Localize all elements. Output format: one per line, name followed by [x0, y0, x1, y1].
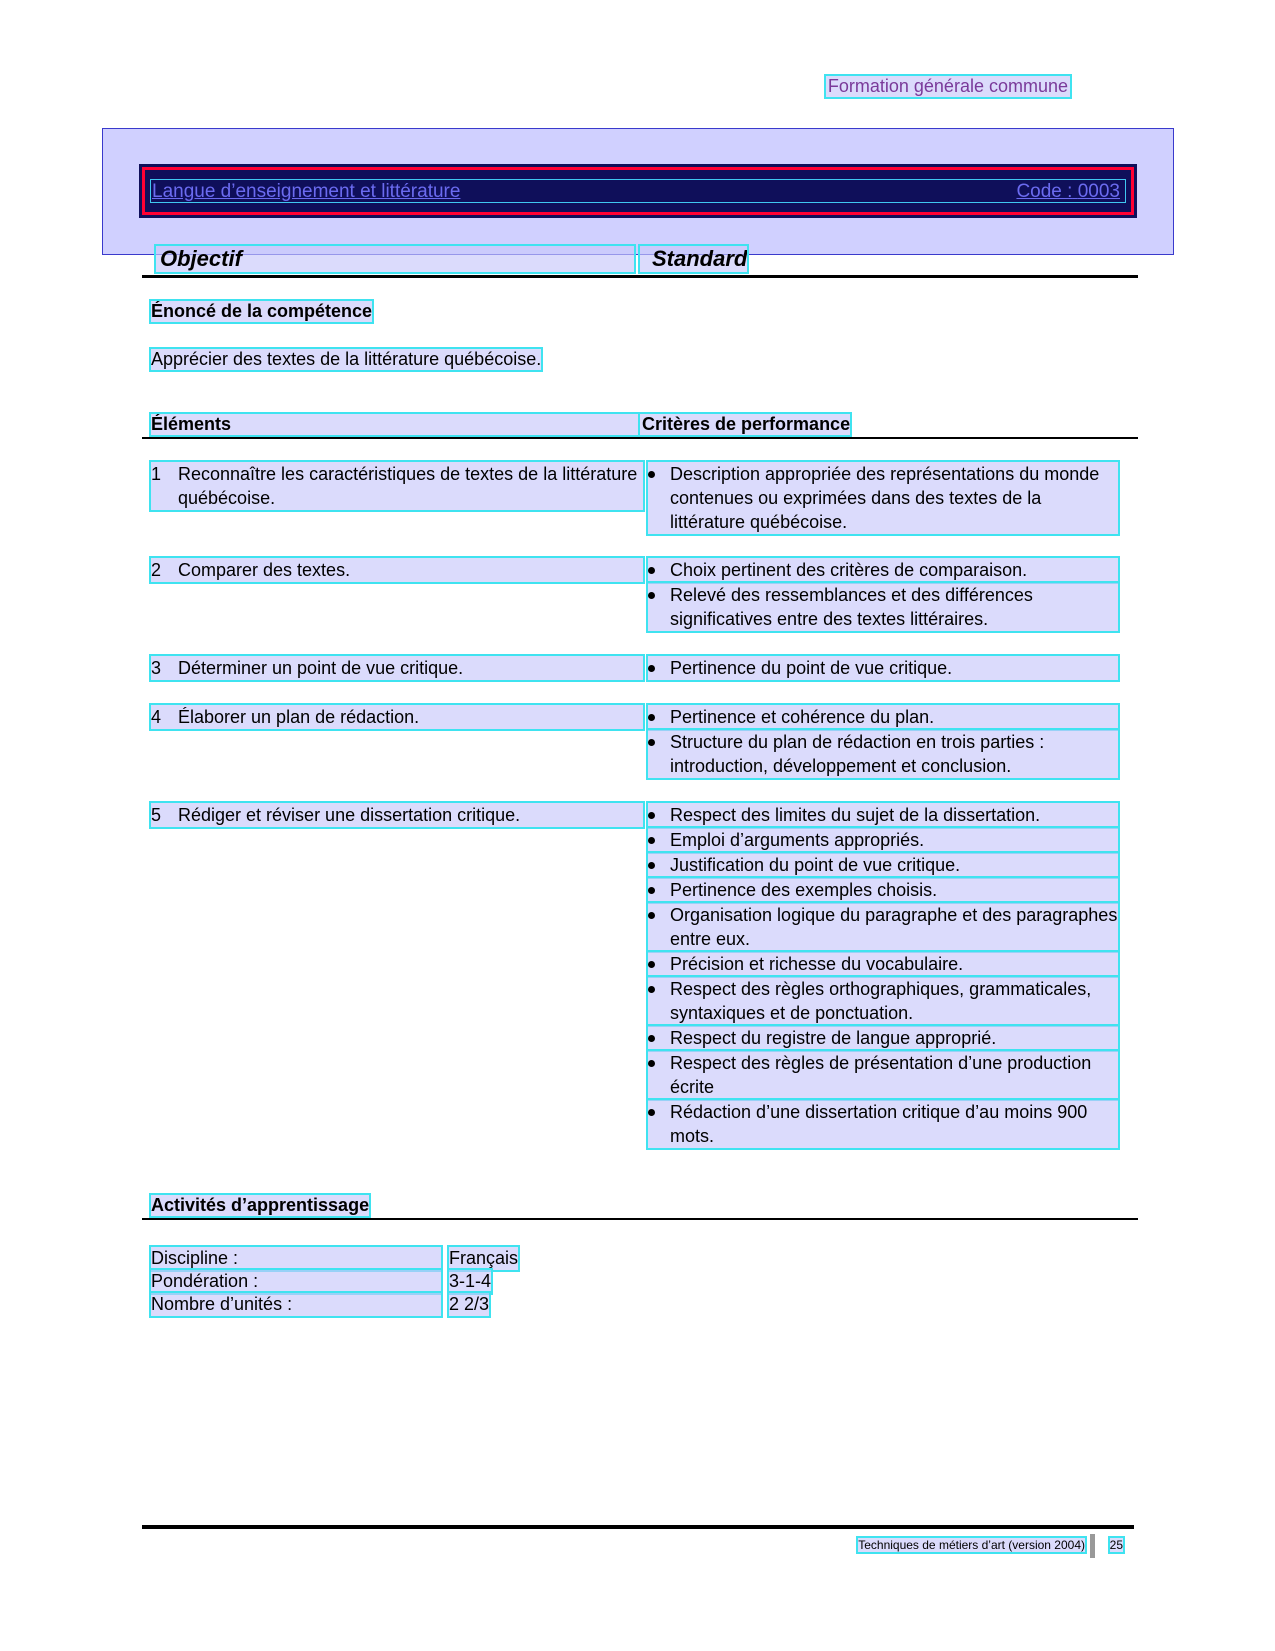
- element-number: 4: [151, 707, 162, 727]
- criterion-item: Organisation logique du paragraphe et des paragraphes entre eux.: [648, 903, 1118, 951]
- criterion-item: Emploi d’arguments appropriés.: [648, 828, 1118, 852]
- criterion-item: Relevé des ressemblances et des différences significatives entre des textes littéraires.: [648, 583, 1118, 631]
- criterion-item: Pertinence et cohérence du plan.: [648, 705, 1118, 729]
- criterion-item: Pertinence du point de vue critique.: [648, 656, 1118, 680]
- info-value: Français: [449, 1248, 519, 1268]
- footer-separator: [1090, 1534, 1095, 1558]
- activities-title: Activités d’apprentissage: [151, 1195, 370, 1215]
- element-number: 5: [151, 805, 162, 825]
- criterion-item: Description appropriée des représentations du monde contenues ou exprimées dans des textes de la littérature québécoise.: [648, 462, 1118, 534]
- footer-divider: [142, 1525, 1134, 1529]
- page-number: 25: [1109, 1538, 1123, 1552]
- criteria-list-4: [648, 705, 1118, 779]
- element-row-1: [151, 462, 643, 510]
- element-row-4: [151, 705, 643, 729]
- info-label: Pondération :: [151, 1270, 441, 1293]
- criterion-item: Respect des limites du sujet de la dissertation.: [648, 803, 1118, 827]
- standard-heading: Standard: [640, 246, 747, 272]
- divider-activities: [142, 1218, 1138, 1220]
- criteria-header: Critères de performance: [642, 414, 851, 434]
- code-value: 0003: [1077, 181, 1120, 202]
- elements-header: Éléments: [151, 414, 638, 435]
- divider-table: [142, 437, 1138, 439]
- info-row-units: [151, 1293, 490, 1316]
- element-number: 2: [151, 560, 162, 580]
- criterion-item: Respect des règles de présentation d’une production écrite: [648, 1051, 1118, 1099]
- element-text: Déterminer un point de vue critique.: [178, 658, 464, 678]
- criterion-item: Justification du point de vue critique.: [648, 853, 1118, 877]
- info-row-ponderation: [151, 1270, 492, 1293]
- criteria-list-2: [648, 558, 1118, 632]
- info-label: Nombre d’unités :: [151, 1293, 441, 1316]
- element-text: Rédiger et réviser une dissertation critique.: [178, 805, 521, 825]
- element-number: 3: [151, 658, 162, 678]
- element-row-2: [151, 558, 643, 582]
- program-label: Formation générale commune: [827, 76, 1068, 96]
- competence-title: Énoncé de la compétence: [151, 301, 373, 321]
- info-value: 3-1-4: [449, 1271, 492, 1291]
- element-text: Comparer des textes.: [178, 560, 351, 580]
- element-text: Élaborer un plan de rédaction.: [178, 707, 420, 727]
- criteria-list-1: [648, 462, 1118, 535]
- course-title-link[interactable]: Langue d’enseignement et littérature: [152, 181, 461, 202]
- info-row-discipline: [151, 1247, 519, 1270]
- criterion-item: Structure du plan de rédaction en trois parties : introduction, développement et conclusion.: [648, 730, 1118, 778]
- course-code[interactable]: [1016, 181, 1120, 203]
- criterion-item: Choix pertinent des critères de comparaison.: [648, 558, 1118, 582]
- criteria-list-3: [648, 656, 1118, 681]
- info-label: Discipline :: [151, 1247, 441, 1270]
- objective-heading: Objectif: [156, 246, 634, 272]
- criterion-item: Rédaction d’une dissertation critique d’au moins 900 mots.: [648, 1100, 1118, 1148]
- element-row-3: [151, 656, 643, 680]
- element-number: 1: [151, 464, 162, 484]
- element-text: Reconnaître les caractéristiques de textes de la littérature québécoise.: [178, 464, 638, 508]
- element-row-5: [151, 803, 643, 827]
- criterion-item: Respect des règles orthographiques, grammaticales, syntaxiques et de ponctuation.: [648, 977, 1118, 1025]
- criteria-list-5: [648, 803, 1118, 1149]
- criterion-item: Précision et richesse du vocabulaire.: [648, 952, 1118, 976]
- criterion-item: Respect du registre de langue approprié.: [648, 1026, 1118, 1050]
- info-value: 2 2/3: [449, 1294, 490, 1314]
- footer-program: Techniques de métiers d’art (version 2004): [858, 1538, 1085, 1552]
- code-label: Code :: [1016, 181, 1073, 202]
- divider-top: [142, 275, 1138, 278]
- competence-statement: Apprécier des textes de la littérature québécoise.: [151, 349, 542, 369]
- criterion-item: Pertinence des exemples choisis.: [648, 878, 1118, 902]
